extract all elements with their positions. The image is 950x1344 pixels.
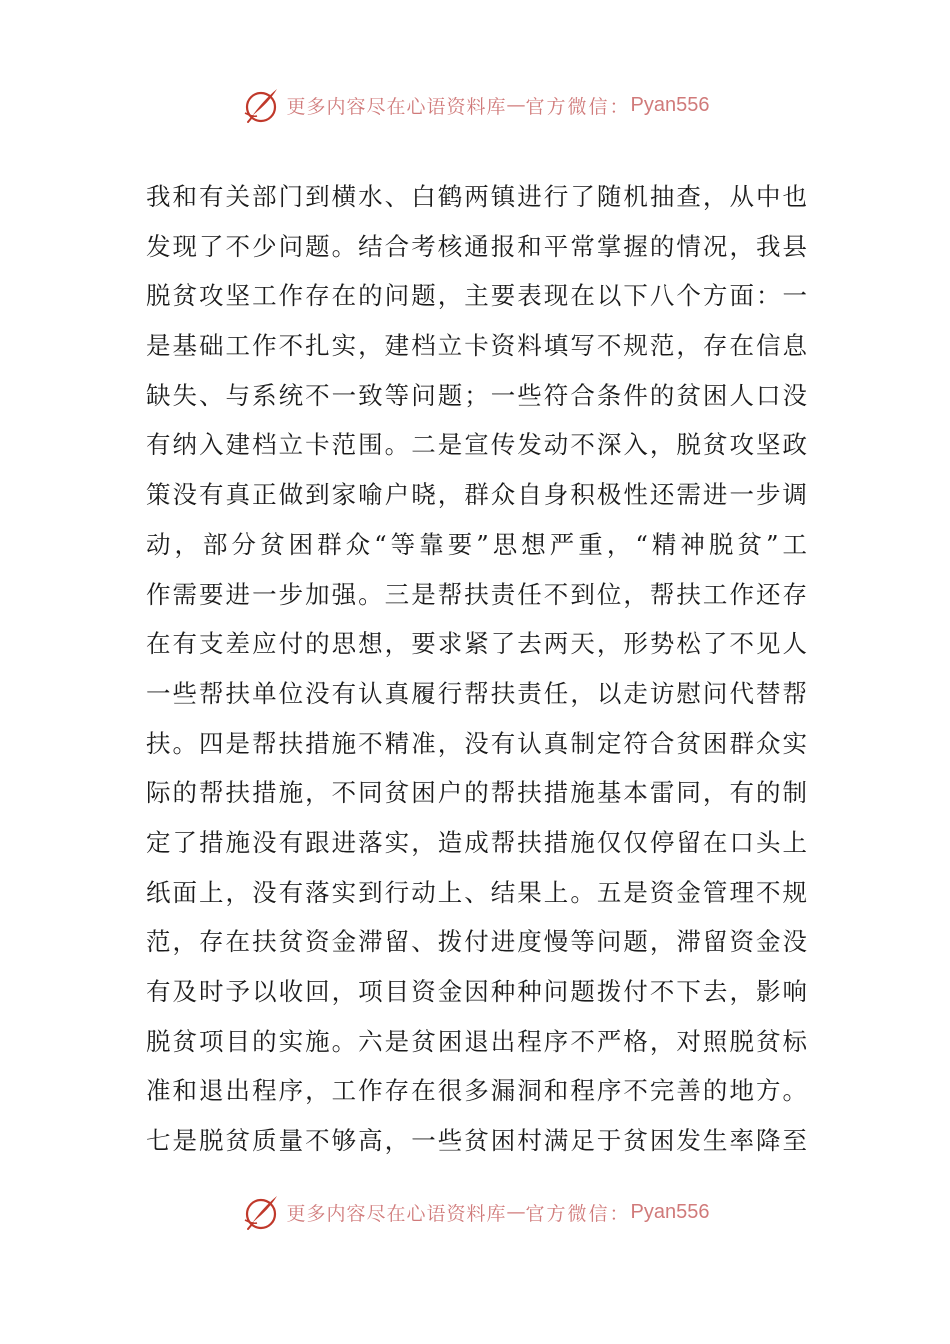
body-line: 脱贫项目的实施。六是贫困退出程序不严格，对照脱贫标 (146, 1026, 808, 1056)
body-line: 有及时予以收回，项目资金因种种问题拨付不下去，影响 (146, 977, 808, 1006)
body-line: 动，部分贫困群众“等靠要”思想严重，“精神脱贫”工 (146, 529, 808, 559)
header-watermark-banner (0, 82, 950, 128)
banner-wechat-label: 官方微信： (525, 1202, 631, 1225)
banner-slogan: 更多内容尽在心语资料库 (286, 95, 507, 118)
body-line: 七是脱贫质量不够高，一些贫困村满足于贫困发生率降至 (146, 1126, 808, 1156)
body-line: 定了措施没有跟进落实，造成帮扶措施仅仅停留在口头上 (146, 827, 808, 857)
banner-separator: — (506, 1201, 526, 1223)
body-line: 范，存在扶贫资金滞留、拨付进度慢等问题，滞留资金没 (146, 927, 808, 957)
body-line: 际的帮扶措施，不同贫困户的帮扶措施基本雷同，有的制 (146, 778, 808, 808)
body-line: 作需要进一步加强。三是帮扶责任不到位，帮扶工作还存 (146, 579, 808, 609)
body-line: 缺失、与系统不一致等问题；一些符合条件的贫困人口没 (146, 380, 808, 410)
body-line: 我和有关部门到横水、白鹤两镇进行了随机抽查，从中也 (146, 182, 808, 211)
banner-slogan: 更多内容尽在心语资料库 (286, 1202, 507, 1225)
body-line: 扶。四是帮扶措施不精准，没有认真制定符合贫困群众实 (146, 728, 808, 758)
banner-wechat-id: Pyan556 (630, 1200, 710, 1223)
body-line: 一些帮扶单位没有认真履行帮扶责任，以走访慰问代替帮 (146, 678, 808, 708)
document-body (146, 172, 808, 1166)
footer-watermark-banner (0, 1189, 950, 1235)
body-line: 准和退出程序，工作存在很多漏洞和程序不完善的地方。 (146, 1076, 808, 1106)
body-line: 在有支差应付的思想，要求紧了去两天，形势松了不见人 (146, 629, 808, 659)
body-line: 策没有真正做到家喻户晓，群众自身积极性还需进一步调 (146, 480, 808, 510)
banner-wechat-id: Pyan556 (630, 93, 710, 116)
body-line: 有纳入建档立卡范围。二是宣传发动不深入，脱贫攻坚政 (146, 430, 808, 460)
body-line: 发现了不少问题。结合考核通报和平常掌握的情况，我县 (146, 231, 808, 261)
body-line: 脱贫攻坚工作存在的问题，主要表现在以下八个方面：一 (146, 281, 808, 311)
feather-pen-logo-icon (241, 1192, 281, 1232)
body-line: 是基础工作不扎实，建档立卡资料填写不规范，存在信息 (146, 331, 808, 361)
banner-separator: — (506, 94, 526, 116)
body-line: 纸面上，没有落实到行动上、结果上。五是资金管理不规 (146, 877, 808, 907)
banner-wechat-label: 官方微信： (525, 95, 631, 118)
feather-pen-logo-icon (241, 85, 281, 125)
